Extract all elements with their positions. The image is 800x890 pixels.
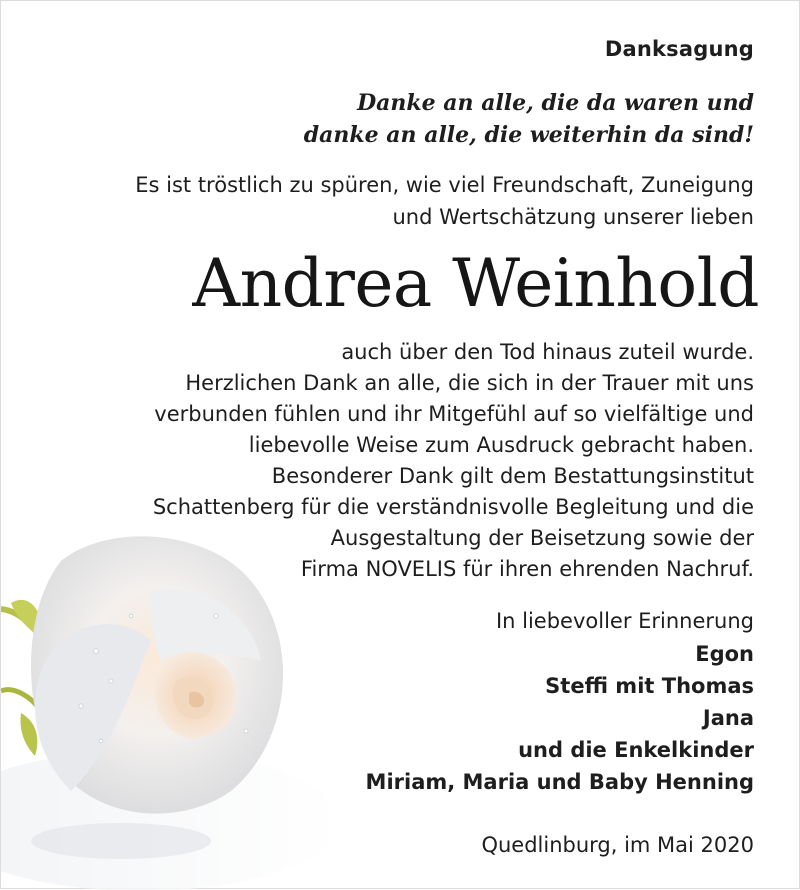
place-date: Quedlinburg, im Mai 2020 bbox=[481, 833, 754, 857]
thanks-text bbox=[153, 337, 754, 585]
thanks-line: auch über den Tod hinaus zuteil wurde. bbox=[341, 340, 754, 364]
signer-name: Miriam, Maria und Baby Henning bbox=[365, 770, 754, 794]
signer-name: und die Enkelkinder bbox=[518, 738, 754, 762]
motto bbox=[304, 87, 754, 151]
thanks-line: Besonderer Dank gilt dem Bestattungsinstitut bbox=[271, 464, 754, 488]
motto-line: Danke an alle, die da waren und bbox=[357, 90, 754, 116]
signer-name: Egon bbox=[695, 642, 754, 666]
intro-line: und Wertschätzung unserer lieben bbox=[392, 205, 754, 229]
thanks-line: verbunden fühlen und ihr Mitgefühl auf so vielfältige und bbox=[154, 402, 754, 426]
signers bbox=[366, 638, 754, 798]
deceased-name: Andrea Weinhold bbox=[192, 245, 759, 322]
thanks-line: Ausgestaltung der Beisetzung sowie der bbox=[330, 526, 754, 550]
intro-line: Es ist tröstlich zu spüren, wie viel Freundschaft, Zuneigung bbox=[135, 173, 754, 197]
motto-line: danke an alle, die weiterhin da sind! bbox=[303, 122, 754, 148]
thanks-line: Schattenberg für die verständnisvolle Begleitung und die bbox=[152, 495, 754, 519]
memory-line: In liebevoller Erinnerung bbox=[495, 609, 754, 633]
notice-heading: Danksagung bbox=[604, 37, 754, 61]
thanks-line: Herzlichen Dank an alle, die sich in der Trauer mit uns bbox=[185, 371, 754, 395]
thanks-line: liebevolle Weise zum Ausdruck gebracht haben. bbox=[248, 433, 754, 457]
signer-name: Steffi mit Thomas bbox=[545, 674, 754, 698]
signer-name: Jana bbox=[702, 706, 754, 730]
thanks-line: Firma NOVELIS für ihren ehrenden Nachruf. bbox=[300, 557, 754, 581]
intro-text bbox=[135, 169, 754, 233]
